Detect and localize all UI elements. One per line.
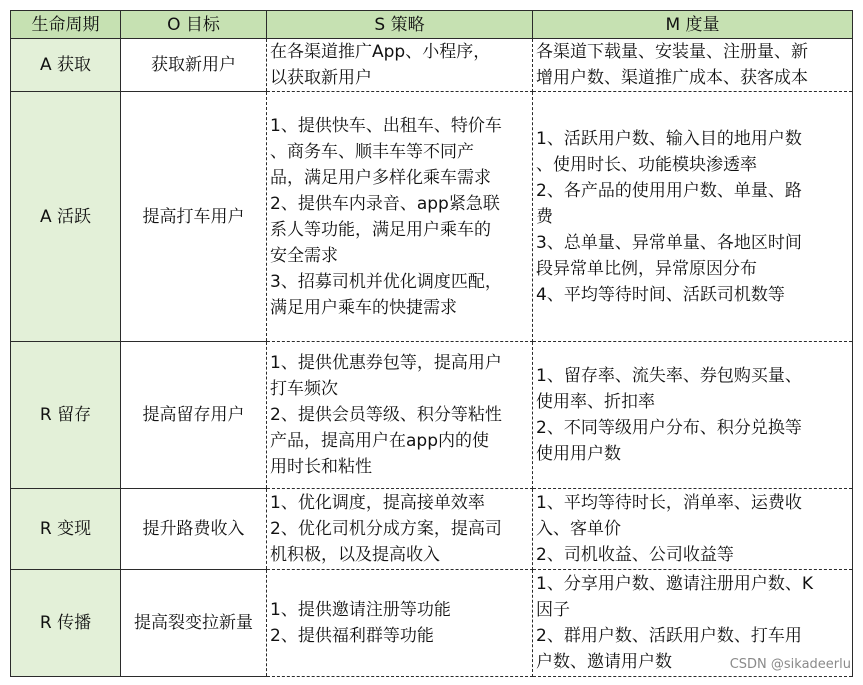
cell-line: 2、提供车内录音、app紧急联 xyxy=(270,193,500,214)
cell-line: 2、司机收益、公司收益等 xyxy=(536,545,734,565)
header-metric: M 度量 xyxy=(533,11,853,39)
strategy-cell xyxy=(267,489,533,570)
table-row-activation xyxy=(11,92,853,342)
cell-line: 满足用户乘车的快捷需求 xyxy=(270,297,457,318)
table-row-acquisition xyxy=(11,39,853,92)
cell-line: 2、优化司机分成方案，提高司 xyxy=(270,519,502,539)
table-body xyxy=(11,39,853,677)
cell-line: 4、平均等待时间、活跃司机数等 xyxy=(536,284,785,305)
table-row-referral xyxy=(11,570,853,677)
goal-cell: 提高打车用户 xyxy=(121,92,267,342)
cell-line: 费 xyxy=(536,206,553,227)
cell-line: 因子 xyxy=(536,600,570,620)
cell-line: 安全需求 xyxy=(270,245,338,266)
cell-line: 产品，提高用户在app内的使 xyxy=(270,431,489,451)
cell-line: 使用用户数 xyxy=(536,444,621,464)
goal-cell: 获取新用户 xyxy=(121,39,267,92)
cell-line: 在各渠道推广App、小程序， xyxy=(270,42,491,62)
cell-line: 2、提供福利群等功能 xyxy=(270,626,434,646)
cell-line: 、使用时长、功能模块渗透率 xyxy=(536,154,757,175)
cell-line: 2、不同等级用户分布、积分兑换等 xyxy=(536,418,802,438)
strategy-cell xyxy=(267,39,533,92)
cell-line: 增用户数、渠道推广成本、获客成本 xyxy=(536,68,808,88)
cell-line: 1、分享用户数、邀请注册用户数、K xyxy=(536,574,813,594)
strategy-cell xyxy=(267,570,533,677)
cell-line: 1、活跃用户数、输入目的地用户数 xyxy=(536,128,802,149)
aarrr-osm-table xyxy=(10,10,853,677)
cell-line: 1、提供优惠券包等，提高用户 xyxy=(270,353,502,373)
cell-line: 1、优化调度，提高接单效率 xyxy=(270,493,485,513)
table-row-revenue xyxy=(11,489,853,570)
goal-cell: 提高留存用户 xyxy=(121,342,267,489)
cell-line: 1、提供邀请注册等功能 xyxy=(270,600,451,620)
header-stage: 生命周期 xyxy=(11,11,121,39)
cell-line: 使用率、折扣率 xyxy=(536,392,655,412)
stage-cell: R 变现 xyxy=(11,489,121,570)
metric-cell xyxy=(533,92,853,342)
cell-line: 2、各产品的使用用户数、单量、路 xyxy=(536,180,802,201)
stage-cell: A 活跃 xyxy=(11,92,121,342)
cell-line: 1、平均等待时长，消单率、运费收 xyxy=(536,493,802,513)
stage-cell: A 获取 xyxy=(11,39,121,92)
cell-line: 系人等功能，满足用户乘车的 xyxy=(270,219,491,240)
cell-line: 1、留存率、流失率、券包购买量、 xyxy=(536,366,802,386)
cell-line: 2、提供会员等级、积分等粘性 xyxy=(270,405,502,425)
goal-cell: 提升路费收入 xyxy=(121,489,267,570)
metric-cell xyxy=(533,342,853,489)
table-header-row xyxy=(11,11,853,39)
cell-line: 3、总单量、异常单量、各地区时间 xyxy=(536,232,802,253)
cell-line: 用时长和粘性 xyxy=(270,457,372,477)
cell-line: 机积极，以及提高收入 xyxy=(270,545,440,565)
stage-cell: R 留存 xyxy=(11,342,121,489)
cell-line: 打车频次 xyxy=(270,379,338,399)
goal-cell: 提高裂变拉新量 xyxy=(121,570,267,677)
metric-cell xyxy=(533,39,853,92)
stage-cell: R 传播 xyxy=(11,570,121,677)
cell-line: 3、招募司机并优化调度匹配， xyxy=(270,271,502,292)
metric-cell xyxy=(533,489,853,570)
strategy-cell xyxy=(267,92,533,342)
cell-line: 品，满足用户多样化乘车需求 xyxy=(270,167,491,188)
cell-line: 1、提供快车、出租车、特价车 xyxy=(270,115,502,136)
cell-line: 各渠道下载量、安装量、注册量、新 xyxy=(536,42,808,62)
csdn-watermark: CSDN @sikadeerlu xyxy=(729,657,851,672)
header-goal: O 目标 xyxy=(121,11,267,39)
cell-line: 入、客单价 xyxy=(536,519,621,539)
cell-line: 以获取新用户 xyxy=(270,68,372,88)
cell-line: 户数、邀请用户数 xyxy=(536,652,672,672)
cell-line: 、商务车、顺丰车等不同产 xyxy=(270,141,474,162)
cell-line: 2、群用户数、活跃用户数、打车用 xyxy=(536,626,802,646)
strategy-cell xyxy=(267,342,533,489)
header-strategy: S 策略 xyxy=(267,11,533,39)
table-row-retention xyxy=(11,342,853,489)
cell-line: 段异常单比例，异常原因分布 xyxy=(536,258,757,279)
